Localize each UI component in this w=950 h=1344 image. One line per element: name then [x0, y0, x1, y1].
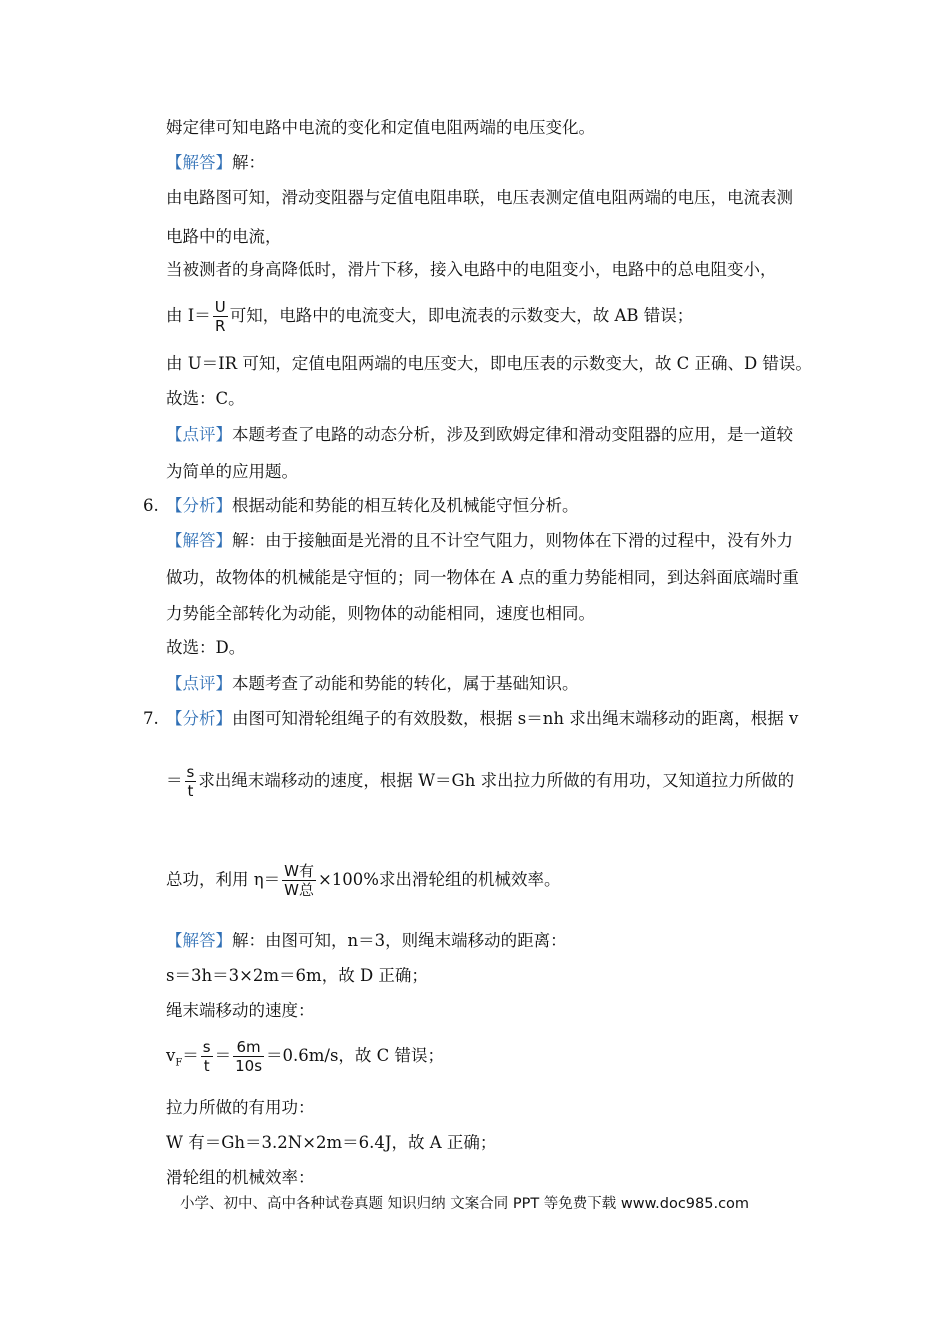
fraction-numerator: 6m [233, 1038, 264, 1057]
p6-answer-1 [166, 530, 793, 552]
problem-number-6: 6. [143, 496, 159, 515]
fraction-numerator: s [186, 763, 195, 781]
p5-line-3: 由电路图可知，滑动变阻器与定值电阻串联，电压表测定值电阻两端的电压，电流表测 [166, 188, 793, 207]
velocity-subscript: F [175, 1057, 183, 1069]
fraction-numerator: W有 [284, 862, 314, 880]
equals-sign: ＝ [182, 1046, 199, 1065]
analysis-text: 由图可知滑轮组绳子的有效股数，根据 s＝nh 求出绳末端移动的距离，根据 v [232, 709, 799, 728]
formula-prefix: 总功，利用 η＝ [166, 870, 281, 889]
formula-suffix: ＝0.6m/s，故 C 错误； [266, 1046, 445, 1065]
fraction-6m-over-10s [233, 1038, 264, 1075]
p7-analysis-1 [166, 708, 798, 730]
formula-prefix: ＝ [166, 771, 183, 790]
fraction-denominator: 10s [235, 1057, 263, 1075]
p6-comment [166, 673, 579, 695]
answer-text: 解： [232, 153, 265, 172]
analysis-tag: 【分析】 [166, 496, 232, 515]
p5-line-5: 当被测者的身高降低时，滑片下移，接入电路中的电阻变小，电路中的总电阻变小， [166, 260, 777, 279]
formula-suffix: ×100%求出滑轮组的机械效率。 [317, 870, 561, 889]
p5-line-1: 姆定律可知电路中电流的变化和定值电阻两端的电压变化。 [166, 118, 595, 137]
fraction-s-over-t [185, 763, 197, 800]
formula-suffix: 可知，电路中的电流变大，即电流表的示数变大，故 AB 错误； [229, 306, 694, 325]
fraction-u-over-r [213, 298, 228, 335]
comment-tag: 【点评】 [166, 425, 232, 444]
p6-answer-2: 做功，故物体的机械能是守恒的；同一物体在 A 点的重力势能相同，到达斜面底端时重 [166, 568, 799, 587]
comment-text: 本题考查了动能和势能的转化，属于基础知识。 [232, 674, 579, 693]
p7-work-line: W 有＝Gh＝3.2N×2m＝6.4J，故 A 正确； [166, 1133, 497, 1152]
p7-distance: s＝3h＝3×2m＝6m，故 D 正确； [166, 966, 428, 985]
p6-choice: 故选：D。 [166, 638, 246, 657]
p7-analysis-2 [166, 759, 794, 803]
fraction-denominator: W总 [284, 881, 314, 899]
formula-suffix: 求出绳末端移动的速度，根据 W＝Gh 求出拉力所做的有用功，又知道拉力所做的 [198, 771, 795, 790]
fraction-efficiency [282, 862, 316, 899]
answer-tag: 【解答】 [166, 531, 232, 550]
p5-line-7: 由 U＝IR 可知，定值电阻两端的电压变大，即电压表的示数变大，故 C 正确、D 错误。 [166, 354, 812, 373]
p7-analysis-3 [166, 853, 560, 907]
equals-sign: ＝ [214, 1046, 232, 1065]
p7-answer-1 [166, 930, 567, 952]
p5-comment-1 [166, 424, 793, 446]
fraction-denominator: t [203, 1057, 210, 1075]
answer-text: 解：由图可知，n＝3，则绳末端移动的距离： [232, 931, 567, 950]
answer-text: 解：由于接触面是光滑的且不计空气阻力，则物体在下滑的过程中，没有外力 [232, 531, 793, 550]
problem-number-7: 7. [143, 709, 159, 728]
p7-work-label: 拉力所做的有用功： [166, 1098, 315, 1117]
velocity-symbol: v [166, 1046, 176, 1065]
p7-speed-formula [166, 1034, 444, 1085]
formula-prefix: 由 I＝ [166, 306, 211, 325]
analysis-tag: 【分析】 [166, 709, 232, 728]
answer-tag: 【解答】 [166, 931, 232, 950]
p6-answer-3: 力势能全部转化为动能，则物体的动能相同，速度也相同。 [166, 604, 595, 623]
p6-analysis [166, 495, 579, 517]
fraction-numerator: U [214, 298, 226, 316]
page-footer: 小学、初中、高中各种试卷真题 知识归纳 文案合同 PPT 等免费下载 www.doc985.com [180, 1196, 750, 1212]
comment-tag: 【点评】 [166, 674, 232, 693]
fraction-denominator: t [187, 782, 194, 800]
answer-tag: 【解答】 [166, 153, 232, 172]
p5-choice: 故选：C。 [166, 389, 245, 408]
p5-line-4: 电路中的电流， [166, 227, 282, 246]
comment-text: 本题考查了电路的动态分析，涉及到欧姆定律和滑动变阻器的应用，是一道较 [232, 425, 793, 444]
fraction-s-over-t [201, 1038, 213, 1075]
p5-answer-heading [166, 152, 265, 174]
fraction-denominator: R [215, 317, 226, 335]
fraction-numerator: s [202, 1038, 211, 1056]
p5-line-6 [166, 294, 693, 338]
p7-efficiency-label: 滑轮组的机械效率： [166, 1168, 315, 1187]
analysis-text: 根据动能和势能的相互转化及机械能守恒分析。 [232, 496, 579, 515]
p5-comment-2: 为简单的应用题。 [166, 462, 298, 481]
p7-speed-label: 绳末端移动的速度： [166, 1001, 315, 1020]
